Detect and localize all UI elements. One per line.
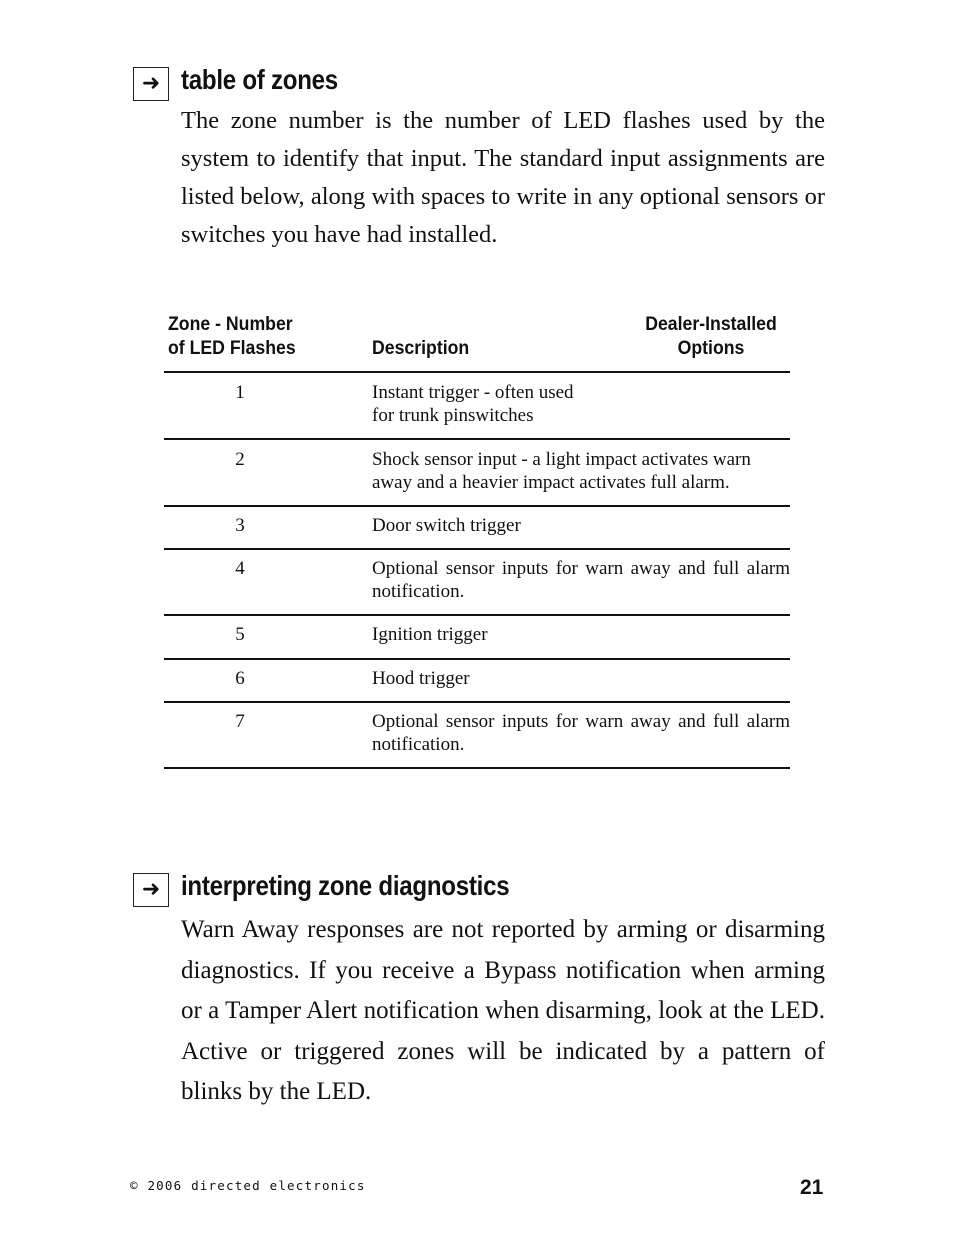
- section-title-interpreting-zone-diagnostics: interpreting zone diagnostics: [181, 870, 510, 901]
- table-rule: [164, 548, 790, 550]
- zone-description: Optional sensor inputs for warn away and full alarm notification.: [372, 711, 790, 755]
- section-title-table-of-zones: table of zones: [181, 64, 338, 95]
- table-rule: [164, 371, 790, 373]
- zone-description: Optional sensor inputs for warn away and full alarm notification.: [372, 558, 790, 602]
- zone-number: 5: [235, 624, 245, 645]
- zone-number: 7: [235, 711, 245, 732]
- column-header-zone-line2: of LED Flashes: [168, 338, 296, 359]
- zone-number: 6: [235, 668, 245, 689]
- zone-description: Ignition trigger: [372, 624, 488, 645]
- zone-number: 2: [235, 449, 245, 470]
- zone-description: Shock sensor input - a light impact activates warn away and a heavier impact activates full alarm.: [372, 449, 751, 493]
- footer-copyright: © 2006 directed electronics: [130, 1178, 366, 1193]
- column-header-options: [625, 313, 798, 361]
- table-rule: [164, 658, 790, 660]
- table-rule: [164, 767, 790, 769]
- table-rule: [164, 438, 790, 440]
- zone-number: 4: [235, 558, 245, 579]
- zone-number: 3: [235, 515, 245, 536]
- column-header-zone-line1: Zone - Number: [168, 314, 293, 335]
- column-header-options-line2: Options: [677, 338, 745, 359]
- zone-description: Instant trigger - often used for trunk pinswitches: [372, 382, 574, 426]
- table-rule: [164, 701, 790, 703]
- column-header-description: Description: [372, 338, 470, 359]
- zone-number: 1: [235, 382, 245, 403]
- zone-description: Door switch trigger: [372, 515, 521, 536]
- page-number: 21: [800, 1176, 824, 1199]
- arrow-right-icon: ➜: [133, 67, 169, 101]
- table-rule: [164, 614, 790, 616]
- table-rule: [164, 505, 790, 507]
- column-header-zone: [168, 313, 296, 361]
- zone-description: Hood trigger: [372, 668, 470, 689]
- arrow-right-icon: ➜: [133, 873, 169, 907]
- column-header-options-line1: Dealer-Installed: [645, 314, 777, 335]
- diagnostics-paragraph: Warn Away responses are not reported by arming or disarming diagnostics. If you receive a Bypass notification when arming or a Tamper Alert notification when disarming, look at the LED. Active or triggered zones will be indicated by a pattern of blinks by the LED.: [181, 916, 825, 1105]
- intro-paragraph: The zone number is the number of LED flashes used by the system to identify that input. The standard input assignments are listed below, along with spaces to write in any optional sensors or switches you have had installed.: [181, 107, 825, 248]
